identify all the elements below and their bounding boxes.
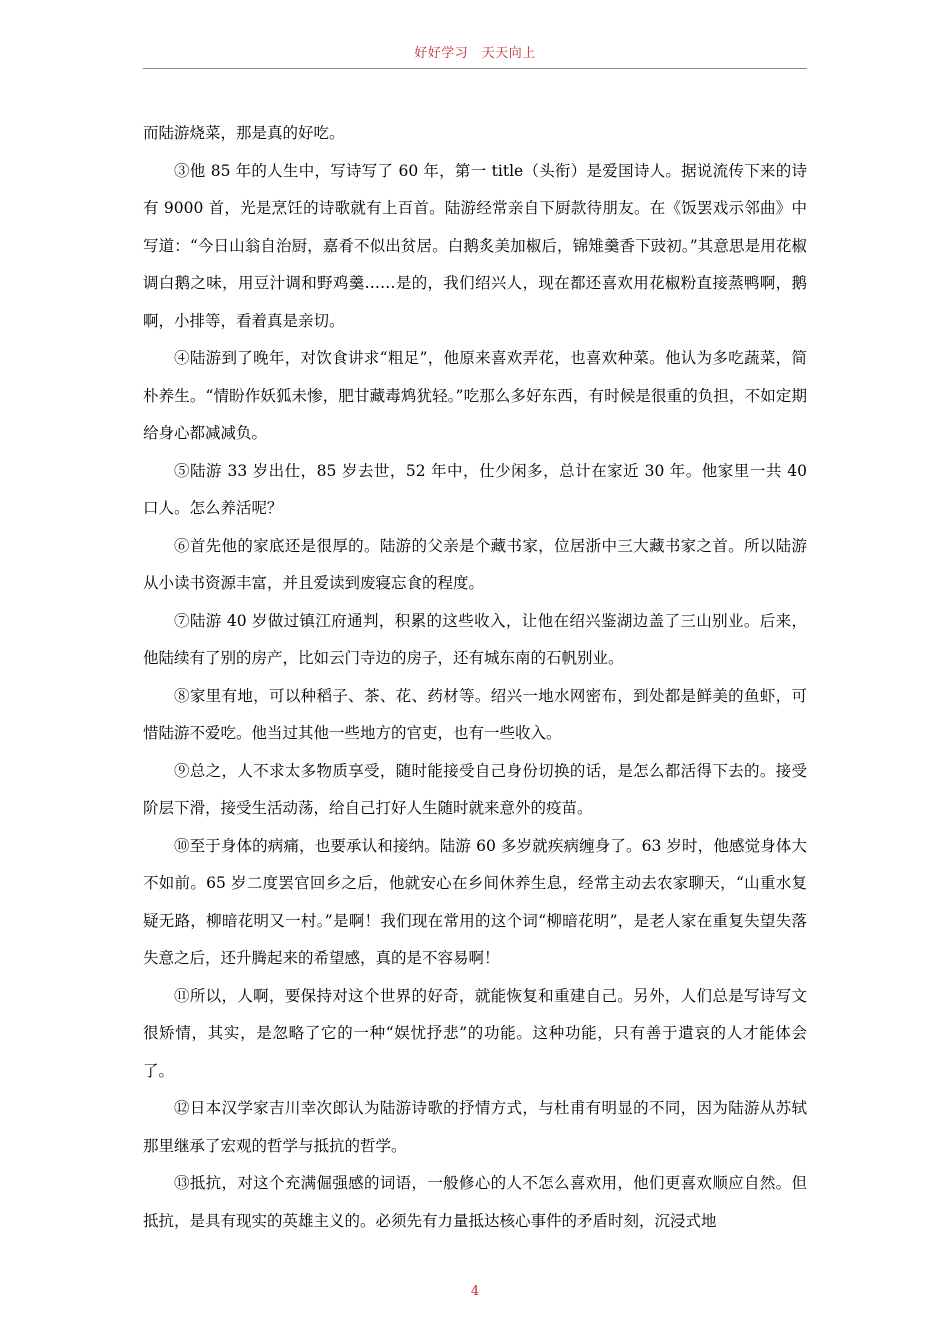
- paragraph-9: ⑨总之，人不求太多物质享受，随时能接受自己身份切换的话，是怎么都活得下去的。接受阶层下滑，接受生活动荡，给自己打好人生随时就来意外的疫苗。: [143, 761, 807, 817]
- page-number: 4: [470, 1284, 480, 1299]
- paragraph-12: ⑫日本汉学家吉川幸次郎认为陆游诗歌的抒情方式，与杜甫有明显的不同，因为陆游从苏轼那里继承了宏观的哲学与抵抗的哲学。: [143, 1099, 807, 1155]
- paragraph-3: ③他 85 年的人生中，写诗写了 60 年，第一 title（头衔）是爱国诗人。据说流传下来的诗有 9000 首，光是烹饪的诗歌就有上百首。陆游经常亲自下厨款待朋友。在《饭罢戏示邻曲》中写道：“今日山翁自治厨，嘉肴不似出贫居。白鹅炙美加椒后，锦雉羹香下豉初。”其意思是用花椒调白鹅之味，用豆汁调和野鸡羹……是的，我们绍兴人，现在都还喜欢用花椒粉直接蒸鸭啊，鹅啊，小排等，看着真是亲切。: [143, 161, 807, 330]
- paragraph-11: ⑪所以，人啊，要保持对这个世界的好奇，就能恢复和重建自己。另外，人们总是写诗写文很矫情，其实，是忽略了它的一种“娱忧抒悲”的功能。这种功能，只有善于遣哀的人才能体会了。: [143, 986, 807, 1080]
- paragraph-4: ④陆游到了晚年，对饮食讲求“粗足”，他原来喜欢弄花，也喜欢种菜。他认为多吃蔬菜，简朴养生。“情盼作妖狐未惨，肥甘藏毒鸩犹轻。”吃那么多好东西，有时候是很重的负担，不如定期给身心都减减负。: [143, 349, 807, 442]
- paragraph-8: ⑧家里有地，可以种稻子、茶、花、药材等。绍兴一地水网密布，到处都是鲜美的鱼虾，可惜陆游不爱吃。他当过其他一些地方的官吏，也有一些收入。: [143, 686, 807, 742]
- page-header: 好好学习 天天向上: [414, 46, 536, 61]
- header-divider: [143, 68, 807, 69]
- paragraph-5: ⑤陆游 33 岁出仕，85 岁去世，52 年中，仕少闲多，总计在家近 30 年。他家里一共 40 口人。怎么养活呢？: [143, 461, 807, 517]
- paragraph-6: ⑥首先他的家底还是很厚的。陆游的父亲是个藏书家，位居浙中三大藏书家之首。所以陆游从小读书资源丰富，并且爱读到废寝忘食的程度。: [143, 536, 807, 592]
- paragraph-7: ⑦陆游 40 岁做过镇江府通判，积累的这些收入，让他在绍兴鉴湖边盖了三山别业。后来，他陆续有了别的房产，比如云门寺边的房子，还有城东南的石帆别业。: [143, 611, 807, 667]
- paragraph-13: ⑬抵抗，对这个充满倔强感的词语，一般修心的人不怎么喜欢用，他们更喜欢顺应自然。但抵抗，是具有现实的英雄主义的。必须先有力量抵达核心事件的矛盾时刻，沉浸式地: [143, 1174, 807, 1230]
- paragraph-continuation: 而陆游烧菜，那是真的好吃。: [143, 124, 345, 142]
- paragraph-10: ⑩至于身体的病痛，也要承认和接纳。陆游 60 多岁就疾病缠身了。63 岁时，他感觉身体大不如前。65 岁二度罢官回乡之后，他就安心在乡间休养生息，经常主动去农家聊天，“山重水复疑无路，柳暗花明又一村。”是啊！我们现在常用的这个词“柳暗花明”，是老人家在重复失望失落失意之后，还升腾起来的希望感，真的是不容易啊！: [143, 836, 807, 967]
- article-body: [143, 115, 807, 1240]
